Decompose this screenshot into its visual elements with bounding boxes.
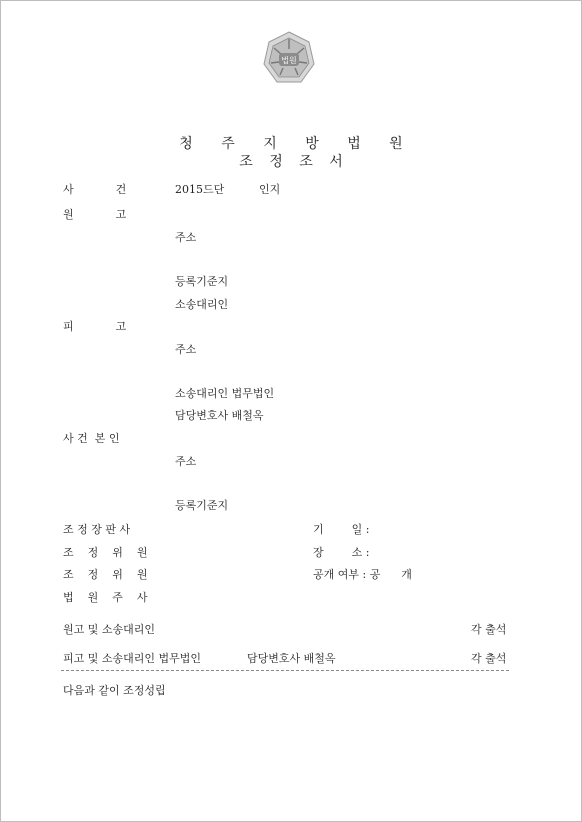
defendant-label: 피 고 [63, 320, 127, 333]
plaintiff-registry-label: 등록기준지 [175, 275, 229, 288]
defendant-address-label: 주소 [175, 343, 197, 356]
clerk-label: 법 원 주 사 [63, 591, 148, 604]
document-type-title: 조 정 조 서 [239, 154, 349, 170]
session-public-label: 공개 여부 : 공 개 [313, 568, 412, 581]
session-place-label: 장 소 : [313, 546, 370, 559]
mediator-label-1: 조 정 위 원 [63, 546, 148, 559]
attendance-party-2: 피고 및 소송대리인 법무법인 [63, 652, 202, 665]
case-label: 사 건 [63, 183, 127, 196]
attendance-lawyer-2: 담당변호사 배철옥 [247, 652, 336, 665]
session-date-label: 기 일 : [313, 523, 370, 536]
defendant-agent-label: 소송대리인 법무법인 [175, 387, 275, 400]
case-number: 2015드단 [175, 183, 225, 196]
principal-label: 사 건 본 인 [63, 432, 120, 445]
plaintiff-label: 원 고 [63, 208, 127, 221]
court-emblem-icon [259, 29, 319, 89]
principal-registry-label: 등록기준지 [175, 499, 229, 512]
mediator-label-2: 조 정 위 원 [63, 568, 148, 581]
judge-label: 조 정 장 판 사 [63, 523, 131, 536]
case-type: 인지 [259, 183, 281, 196]
mediation-result: 다음과 같이 조정성립 [63, 684, 166, 697]
defendant-lawyer-label: 담당변호사 배철옥 [175, 409, 264, 422]
court-name-title: 청 주 지 방 법 원 [179, 136, 415, 152]
principal-address-label: 주소 [175, 455, 197, 468]
attendance-party-1: 원고 및 소송대리인 [63, 623, 156, 636]
emblem-text: 법원 [281, 56, 297, 65]
attendance-status-1: 각 출석 [471, 623, 507, 636]
dashed-divider [61, 670, 509, 671]
plaintiff-agent-label: 소송대리인 [175, 298, 229, 311]
plaintiff-address-label: 주소 [175, 231, 197, 244]
attendance-status-2: 각 출석 [471, 652, 507, 665]
